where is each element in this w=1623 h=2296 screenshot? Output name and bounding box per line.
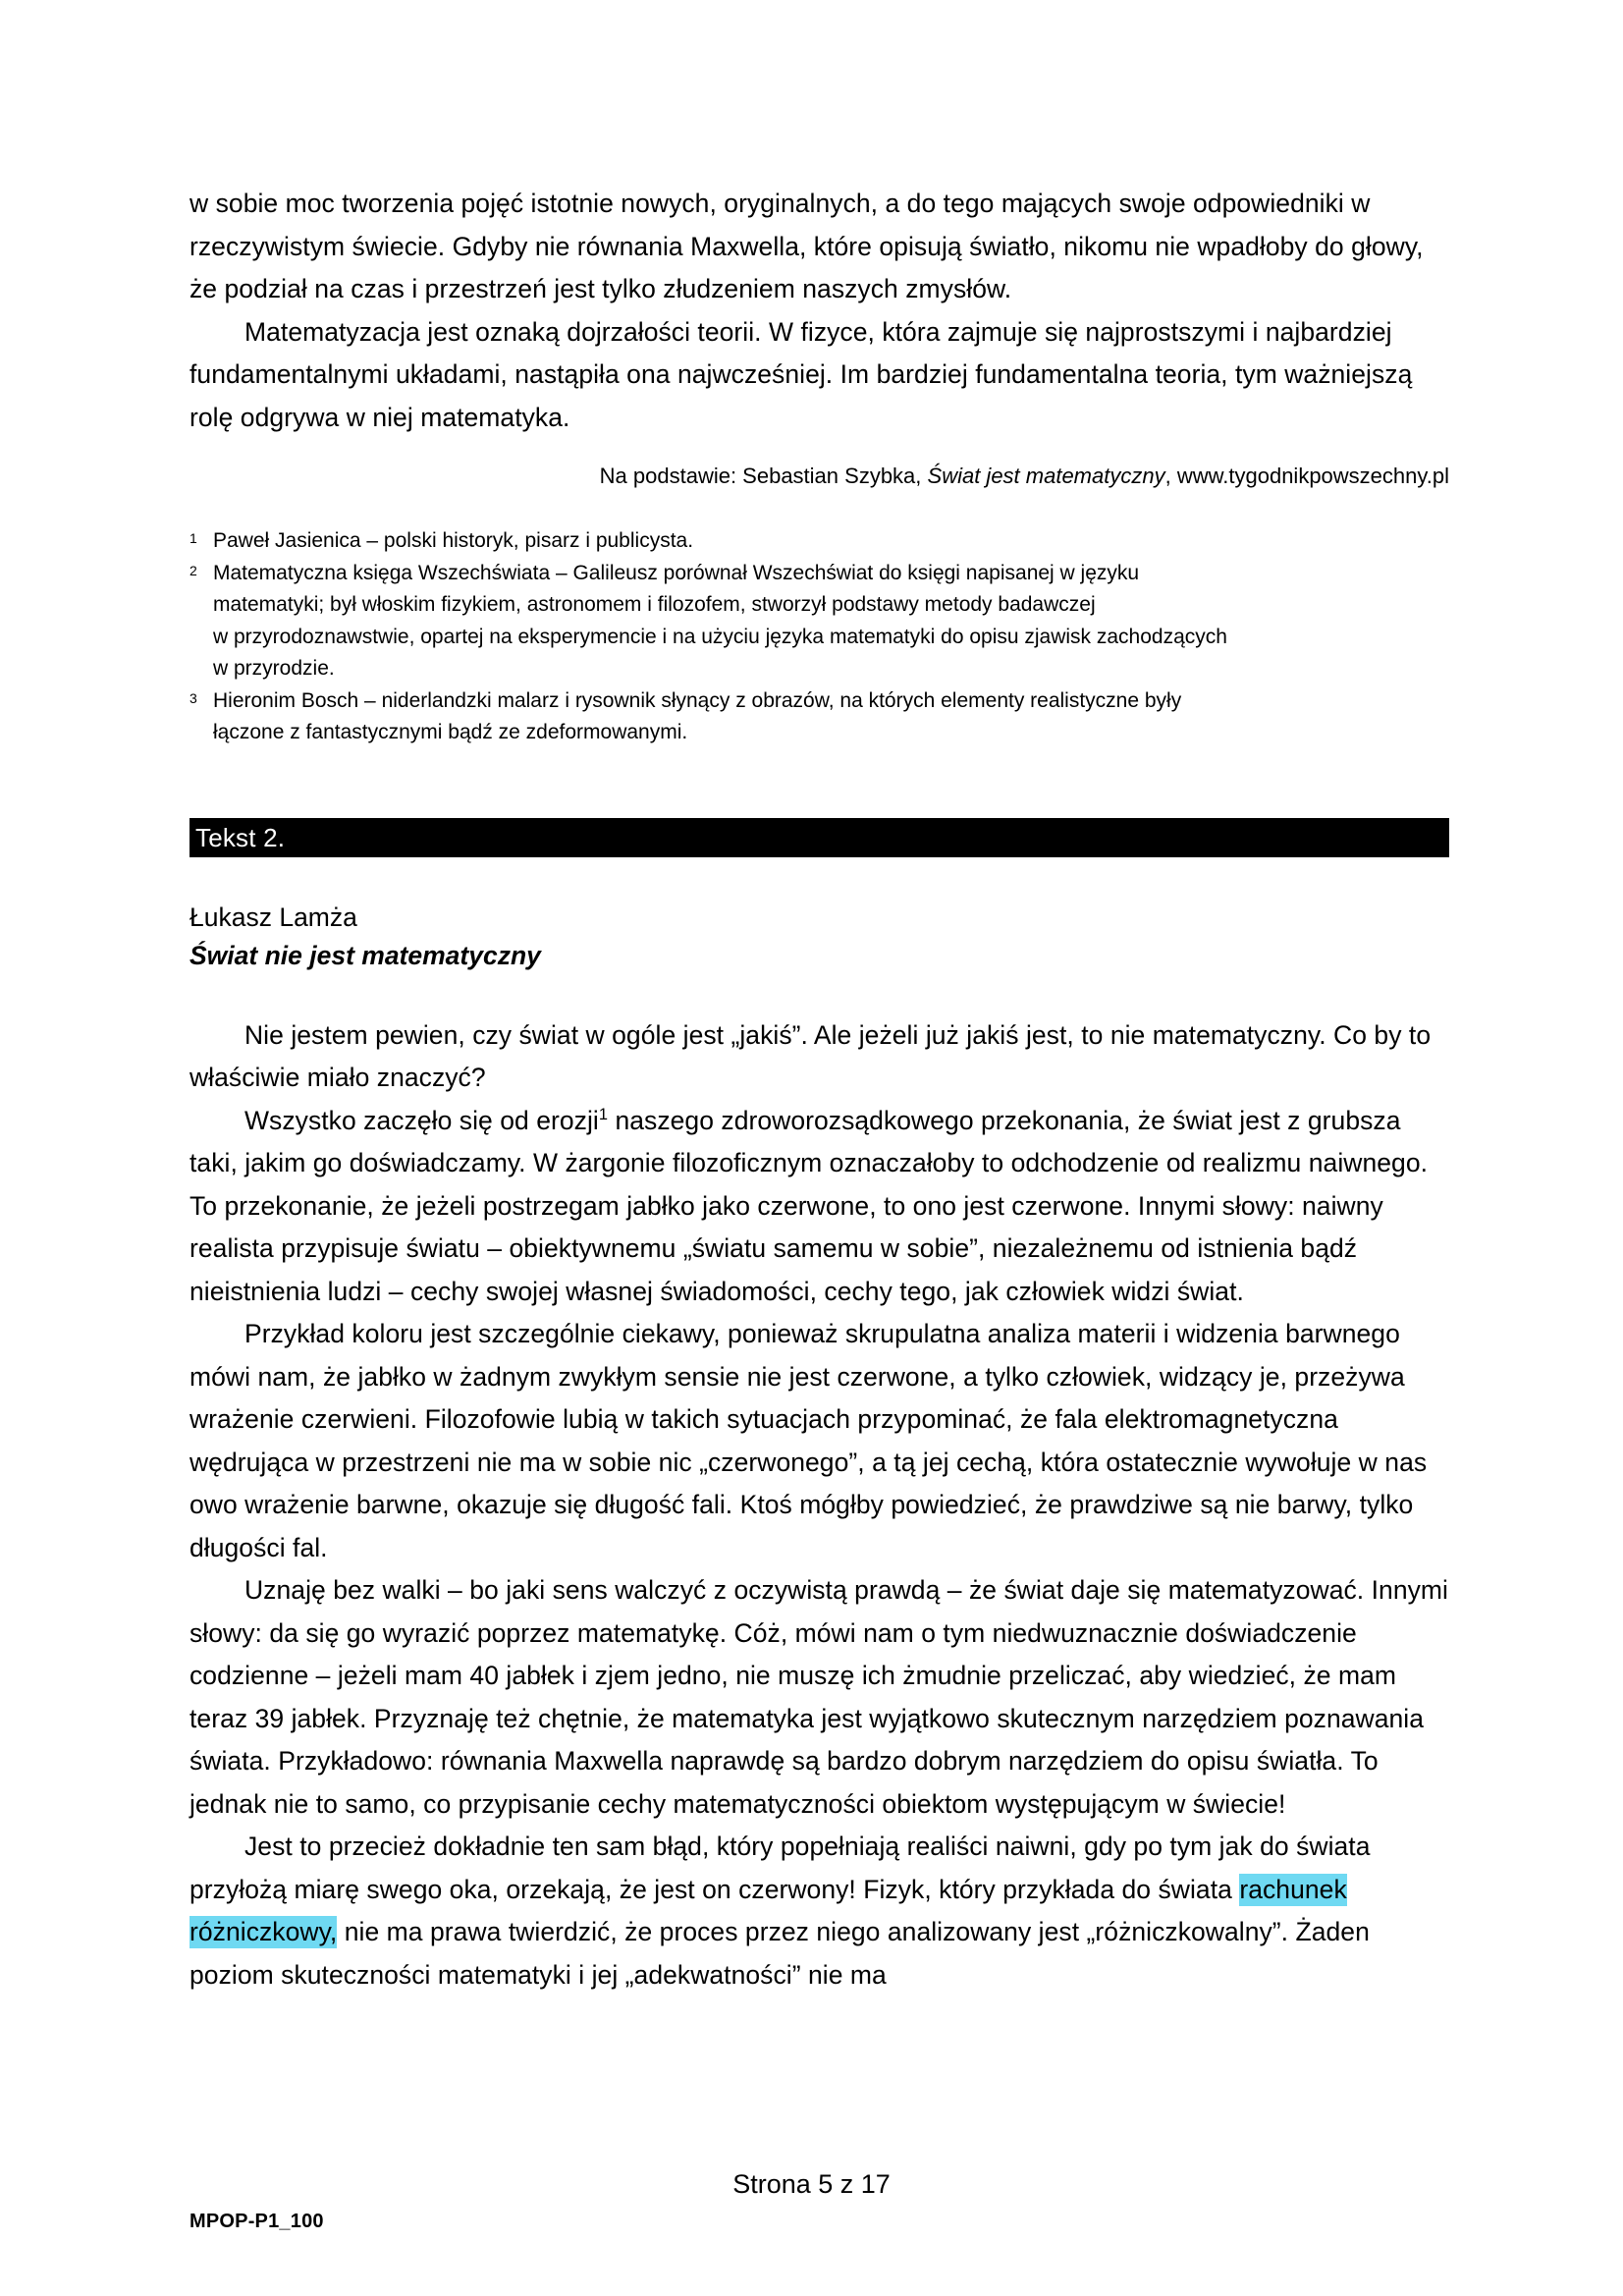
- paragraph-p2: Wszystko zaczęło się od erozji$^1$ naszego zdroworozsądkowego przekonania, że świat jest z grubsza taki, jakim go doświadczamy. W żargonie filozoficznym oznaczałoby to odchodzenie od realizmu naiwnego. To przekonanie, że jeżeli postrzegam jabłko jako czerwone, to ono jest czerwone. Innymi słowy: naiwny realista przypisuje światu – obiektywnemu „światu samemu w sobie”, niezależnemu od istnienia bądź nieistnienia ludzi – cechy swojej własnej świadomości, cechy tego, jak człowiek widzi świat.: [189, 1105, 1429, 1306]
- footnote-line: w przyrodzie.: [213, 657, 335, 680]
- footnote-marker: 1: [189, 530, 197, 546]
- section-header-label: Tekst 2.: [195, 822, 286, 852]
- footnote-line: Paweł Jasienica – polski historyk, pisarz i publicysta.: [213, 529, 694, 552]
- highlighted-text: rachunek różniczkowy,: [189, 1874, 1347, 1946]
- paragraph-p1: Nie jestem pewien, czy świat w ogóle jest „jakiś”. Ale jeżeli już jakiś jest, to nie matematyczny. Co by to właściwie miało znaczyć?: [189, 1019, 1432, 1092]
- page-content: [189, 183, 1449, 1996]
- source-attribution: [189, 439, 1449, 492]
- footnote-marker: 3: [189, 689, 197, 706]
- footnote-line: łączone z fantastycznymi bądź ze zdeformowanymi.: [213, 721, 688, 743]
- footnote-marker: 2: [189, 562, 197, 578]
- text2-body: [189, 1014, 1449, 1997]
- footnote-line: Matematyczna księga Wszechświata – Galileusz porównał Wszechświat do księgi napisanej w języku: [213, 561, 1140, 584]
- source-prefix: Na podstawie: Sebastian Szybka,: [599, 464, 928, 488]
- footnote-line: matematyki; był włoskim fizykiem, astronomem i filozofem, stworzył podstawy metody badawczej: [213, 593, 1096, 616]
- paragraph-text1-continuation-2: Matematyzacja jest oznaką dojrzałości teorii. W fizyce, która zajmuje się najprostszymi i najbardziej fundamentalnymi układami, nastąpiła ona najwcześniej. Im bardziej fundamentalna teoria, tym ważniejszą rolę odgrywa w niej matematyka.: [189, 316, 1413, 432]
- source-title: Świat jest matematyczny: [927, 464, 1165, 488]
- exam-code-footer: MPOP-P1_100: [189, 2211, 324, 2232]
- footnote-line: Hieronim Bosch – niderlandzki malarz i rysownik słynący z obrazów, na których elementy realistyczne były: [213, 688, 1182, 712]
- footnote-1: [189, 525, 1449, 558]
- source-suffix: , www.tygodnikpowszechny.pl: [1164, 464, 1449, 488]
- paragraph-p4: Uznaję bez walki – bo jaki sens walczyć z oczywistą prawdą – że świat daje się matematyzować. Innymi słowy: da się go wyrazić poprzez matematykę. Cóż, mówi nam o tym niedwuznacznie doświadczenie codzienne – jeżeli mam 40 jabłek i zjem jedno, nie muszę ich żmudnie przeliczać, aby wiedzieć, że mam teraz 39 jabłek. Przyznaję też chętnie, że matematyka jest wyjątkowo skutecznym narzędziem poznawania świata. Przykładowo: równania Maxwella naprawdę są bardzo dobrym narzędziem do opisu światła. To jednak nie to samo, co przypisanie cechy matematyczności obiektom występującym w świecie!: [189, 1575, 1448, 1819]
- text2-author: Łukasz Lamża: [189, 902, 357, 932]
- footnote-3: [189, 685, 1449, 749]
- paragraph-p5: Jest to przecież dokładnie ten sam błąd, który popełniają realiści naiwni, gdy po tym jak do świata przyłożą miarę swego oka, orzekają, że jest on czerwony! Fizyk, który przykłada do świata rachunek różniczkowy, nie ma prawa twierdzić, że proces przez niego analizowany jest „różniczkowalny”. Żaden poziom skuteczności matematyki i jej „adekwatności” nie ma: [189, 1831, 1371, 1990]
- footnote-line: w przyrodoznawstwie, opartej na eksperymencie i na użyciu języka matematyki do opisu zjawisk zachodzących: [213, 625, 1227, 648]
- paragraph-p3: Przykład koloru jest szczególnie ciekawy, ponieważ skrupulatna analiza materii i widzenia barwnego mówi nam, że jabłko w żadnym zwykłym sensie nie jest czerwone, a tylko człowiek, widzący je, przeżywa wrażenie czerwieni. Filozofowie lubią w takich sytuacjach przypominać, że fala elektromagnetyczna wędrująca w przestrzeni nie ma w sobie nic „czerwonego”, a tą jej cechą, która ostatecznie wywołuje w nas owo wrażenie barwne, okazuje się długość fali. Ktoś mógłby powiedzieć, że prawdziwe są nie barwy, tylko długości fal.: [189, 1319, 1428, 1562]
- text2-title: Świat nie jest matematyczny: [189, 940, 541, 970]
- footnote-reference: 1: [598, 1105, 609, 1123]
- footnotes-block: [189, 525, 1449, 749]
- footnote-2: [189, 558, 1449, 685]
- page-number-footer: Strona 5 z 17: [732, 2169, 891, 2199]
- section-header-bar: [189, 818, 1449, 857]
- paragraph-text1-continuation-1: w sobie moc tworzenia pojęć istotnie nowych, oryginalnych, a do tego mających swoje odpowiedniki w rzeczywistym świecie. Gdyby nie równania Maxwella, które opisują światło, nikomu nie wpadłoby do głowy, że podział na czas i przestrzeń jest tylko złudzeniem naszych zmysłów.: [189, 189, 1424, 303]
